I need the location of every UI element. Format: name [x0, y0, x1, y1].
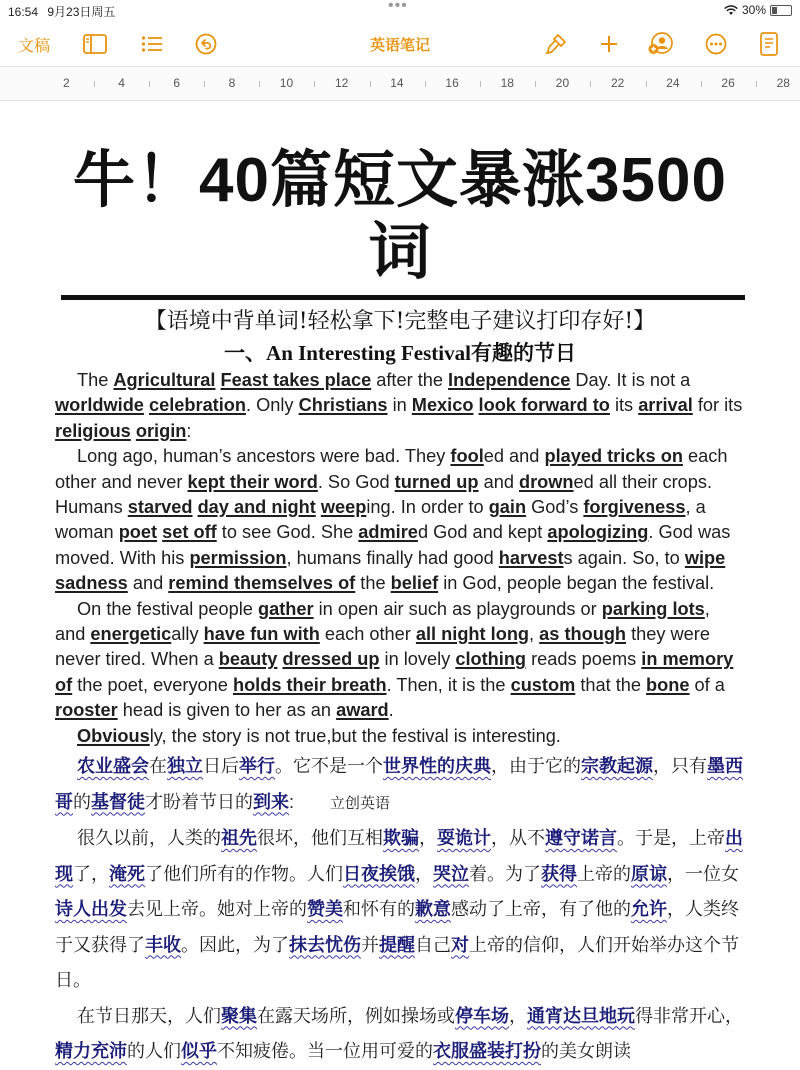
english-paragraph: Obviously, the story is not true,but the festival is interesting.	[77, 725, 561, 746]
vocab-translation: 淹死	[109, 863, 145, 884]
vocab-term: turned up	[394, 471, 479, 492]
section-title: 一、An Interesting Festival有趣的节日	[224, 341, 576, 365]
vocab-translation: 获得	[541, 863, 577, 884]
vocab-translation: 提醒	[379, 934, 415, 955]
ruler-minor-tick	[756, 81, 757, 87]
vocab-term: award	[336, 700, 389, 721]
vocab-term: admire	[358, 522, 418, 543]
vocab-term: forgiveness	[583, 497, 686, 518]
vocab-translation: 祖先	[221, 828, 257, 849]
battery-fill	[772, 7, 777, 14]
ruler-mark: 10	[279, 76, 294, 90]
ruler-mark: 22	[611, 76, 625, 90]
vocab-translation: 墨西哥	[55, 756, 743, 812]
vocab-translation: 哭泣	[433, 863, 469, 884]
collaborate-button[interactable]	[647, 32, 675, 56]
vocab-term: Obvious	[77, 725, 150, 746]
vocab-term: in memory of	[55, 649, 734, 695]
vocab-term: apologizing	[547, 522, 649, 543]
vocab-translation: 原谅	[631, 863, 667, 884]
ruler-minor-tick	[204, 81, 205, 87]
insert-button[interactable]	[597, 32, 621, 56]
battery-icon	[770, 5, 792, 16]
vocab-term: celebration	[148, 395, 247, 416]
vocab-translation: 歉意	[415, 899, 451, 920]
battery-percent: 30%	[741, 3, 766, 17]
vocab-translation: 耍诡计	[437, 828, 491, 849]
ruler-mark: 2	[63, 76, 70, 90]
wifi-icon	[724, 5, 738, 16]
vocab-term: Independence	[448, 370, 571, 390]
vocab-term: Feast takes place	[220, 370, 372, 390]
vocab-term: bone	[646, 674, 690, 695]
vocab-translation: 通宵达旦地玩	[527, 1005, 635, 1026]
vocab-translation: 精力充沛	[55, 1041, 127, 1062]
vocab-term: worldwide	[55, 395, 144, 416]
document-options-button[interactable]	[757, 32, 781, 56]
vocab-term: arrival	[638, 395, 693, 416]
chinese-translation	[55, 749, 745, 1070]
ruler-mark: 14	[390, 76, 404, 90]
chinese-paragraph: 在节日那天，人们聚集在露天场所，例如操场或停车场，通宵达旦地玩得非常开心，精力充沛的人们似乎不知疲倦。当一位用可爱的衣服盛装打扮的美女朗读	[55, 1005, 743, 1062]
ruler-mark: 6	[173, 76, 181, 90]
ruler-mark: 8	[228, 76, 236, 90]
ruler-minor-tick	[149, 81, 150, 87]
vocab-term: drown	[518, 471, 574, 492]
vocab-translation: 停车场	[455, 1005, 509, 1026]
vocab-term: played tricks on	[544, 446, 683, 467]
ruler-minor-tick	[370, 81, 371, 87]
vocab-term: wipe	[684, 547, 726, 568]
vocab-term: as though	[539, 624, 627, 645]
ruler-minor-tick	[314, 81, 315, 87]
more-options-button[interactable]	[703, 32, 729, 56]
toolbar	[0, 22, 800, 66]
vocab-term: origin	[135, 420, 187, 441]
vocab-term: parking lots	[601, 598, 705, 619]
vocab-term: all night long	[415, 624, 530, 645]
vocab-translation: 遵守诺言	[545, 828, 617, 849]
vocab-translation: 衣服盛装打扮	[433, 1041, 541, 1062]
vocab-term: religious	[55, 420, 131, 441]
document-heading: 牛！40篇短文暴涨3500词	[73, 146, 727, 287]
vocab-translation: 出现	[55, 828, 743, 884]
vocab-term: holds their breath	[232, 674, 387, 695]
vocab-term: belief	[390, 573, 439, 594]
plus-icon	[599, 34, 619, 54]
vocab-translation: 世界性的庆典	[383, 756, 491, 777]
vocab-term: have fun with	[203, 624, 320, 645]
ruler-mark: 20	[555, 76, 570, 90]
vocab-translation: 对	[451, 934, 469, 955]
status-time	[8, 3, 115, 20]
vocab-term: sadness	[55, 573, 128, 594]
vocab-translation: 举行	[239, 756, 275, 777]
multitask-dots-icon[interactable]: •••	[388, 0, 408, 14]
vocab-translation: 允许	[631, 899, 667, 920]
document-title: 英语笔记	[369, 37, 430, 54]
ruler-mark: 12	[335, 76, 349, 90]
document-icon	[760, 32, 778, 56]
vocab-term: clothing	[455, 649, 527, 670]
english-passage	[55, 368, 745, 749]
ruler-mark: 24	[666, 76, 680, 90]
ruler-mark: 18	[500, 76, 514, 90]
vocab-term: fool	[450, 446, 484, 467]
vocab-term: kept their word	[187, 471, 318, 492]
ruler-minor-tick	[590, 81, 591, 87]
paintbrush-icon	[545, 33, 567, 55]
vocab-term: remind themselves of	[168, 573, 356, 594]
ruler-minor-tick	[425, 81, 426, 87]
vocab-translation: 聚集	[221, 1005, 257, 1026]
vocab-translation: 独立	[167, 756, 203, 777]
vocab-term: harvest	[498, 547, 564, 568]
vocab-translation: 丰收	[145, 934, 181, 955]
watermark-text: 立创英语	[330, 793, 391, 812]
vocab-translation: 抹去忧伤	[289, 934, 361, 955]
vocab-term: permission	[189, 547, 287, 568]
english-paragraph: On the festival people gather in open air such as playgrounds or parking lots, and energetically have fun with each other all night long, as though they were never tired. When a beauty dressed up in lovely clothing reads poems in memory of the poet, everyone holds their breath. Then, it is the custom that the bone of a rooster head is given to her as an award.	[55, 598, 734, 721]
english-paragraph: The Agricultural Feast takes place after the Independence Day. It is not a worldwide celebration. Only Christians in Mexico look forward to its arrival for its religious origin:	[55, 370, 743, 441]
vocab-term: starved	[127, 497, 193, 518]
vocab-term: gather	[257, 598, 314, 619]
add-person-icon	[648, 32, 674, 56]
ellipsis-circle-icon	[705, 33, 727, 55]
ruler-minor-tick	[94, 81, 95, 87]
back-to-documents-button[interactable]: 文稿	[18, 37, 51, 55]
vocab-translation: 到来	[253, 791, 289, 812]
ruler-minor-tick	[259, 81, 260, 87]
vocab-translation: 赞美	[307, 899, 343, 920]
vocab-term: day and night	[197, 497, 316, 518]
ruler-minor-tick	[646, 81, 647, 87]
document-subheading: 【语境中背单词!轻松拿下!完整电子建议打印存好!】	[144, 309, 656, 334]
status-bar	[0, 0, 800, 22]
english-paragraph: Long ago, human’s ancestors were bad. They fooled and played tricks on each other and never kept their word. So God turned up and drowned all their crops. Humans starved day and night weeping. In order to gain God’s forgiveness, a woman poet set off to see God. She admired God and kept apologizing. God was moved. With his permission, humans finally had good harvests again. So, to wipe sadness and remind themselves of the belief in God, people began the festival.	[55, 446, 731, 594]
clock: 16:54	[8, 5, 39, 19]
vocab-term: beauty	[218, 649, 278, 670]
vocab-term: rooster	[55, 700, 118, 721]
ruler-minor-tick	[535, 81, 536, 87]
vocab-term: dressed up	[282, 649, 380, 670]
chinese-paragraph: 很久以前，人类的祖先很坏，他们互相欺骗，耍诡计，从不遵守诺言。于是，上帝出现了，淹死了他们所有的作物。人们日夜挨饿，哭泣着。为了获得上帝的原谅，一位女诗人出发去见上帝。她对上帝的赞美和怀有的歉意感动了上帝，有了他的允许，人类终于又获得了丰收。因此，为了抹去忧伤并提醒自己对上帝的信仰，人们开始举办这个节日。	[55, 828, 743, 991]
format-button[interactable]	[543, 32, 569, 56]
ruler-minor-tick	[701, 81, 702, 87]
vocab-term: Mexico	[411, 395, 474, 416]
date: 9月23日周五	[47, 5, 116, 19]
vocab-term: Christians	[298, 395, 388, 416]
vocab-translation: 诗人出发	[55, 899, 127, 920]
document-page[interactable]	[55, 145, 745, 1070]
vocab-term: custom	[510, 674, 576, 695]
vocab-term: Agricultural	[113, 370, 216, 390]
ruler-mark: 26	[721, 76, 735, 90]
ruler-minor-tick	[480, 81, 481, 87]
vocab-term: poet	[118, 522, 158, 543]
vocab-translation: 农业盛会	[77, 756, 149, 777]
ruler[interactable]	[0, 66, 800, 101]
ruler-mark: 28	[776, 76, 790, 90]
vocab-translation: 日夜挨饿	[343, 863, 415, 884]
heading-divider	[61, 295, 745, 300]
vocab-translation: 欺骗	[383, 828, 419, 849]
vocab-translation: 宗教起源	[581, 756, 653, 777]
ruler-mark: 4	[118, 76, 125, 90]
vocab-term: weep	[320, 497, 367, 518]
vocab-translation: 似乎	[181, 1041, 217, 1062]
ruler-mark: 16	[445, 76, 459, 90]
vocab-term: gain	[488, 497, 527, 518]
vocab-translation: 基督徒	[91, 791, 145, 812]
vocab-term: energetic	[90, 624, 172, 645]
status-indicators	[724, 3, 792, 17]
vocab-term: set off	[162, 522, 217, 543]
vocab-term: look forward to	[478, 395, 610, 416]
chinese-paragraph: 农业盛会在独立日后举行。它不是一个世界性的庆典，由于它的宗教起源，只有墨西哥的基督徒才盼着节日的到来: 立创英语	[55, 756, 743, 812]
